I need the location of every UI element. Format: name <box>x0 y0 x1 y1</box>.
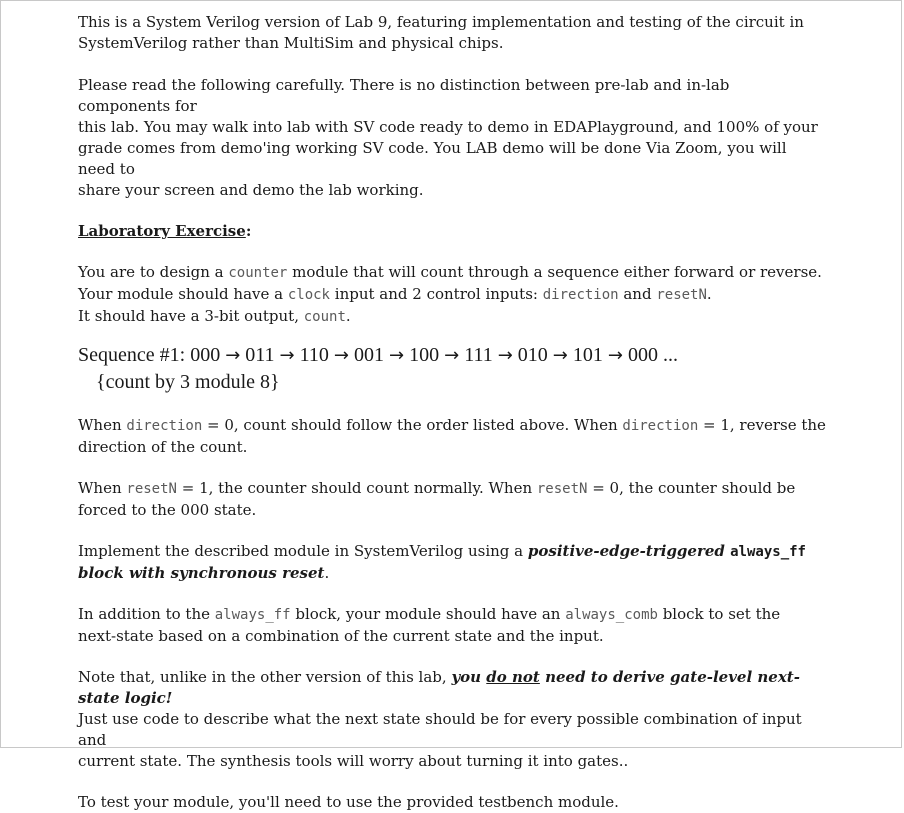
direction-paragraph: When direction = 0, count should follow the order listed above. When direction = 1, reverse the direction of the count. <box>78 416 826 456</box>
code-clock: clock <box>287 287 330 303</box>
code-resetN: resetN <box>656 287 707 303</box>
instructions-paragraph: Please read the following carefully. There is no distinction between pre-lab and in-lab components for this lab. You may walk into lab with SV code ready to demo in EDAPlayground, and 100% of your grade comes from demo'ing working SV code. You LAB demo will be done Via Zoom, you will need to share your screen and demo the lab working. <box>78 76 818 199</box>
arrow-icon: → <box>497 345 513 366</box>
code-always-ff: always_ff <box>214 607 291 623</box>
code-direction: direction <box>126 418 203 434</box>
testing-paragraph: To test your module, you'll need to use the provided testbench module. <box>78 793 619 811</box>
sequence-note: {count by 3 module 8} <box>96 371 280 393</box>
addition-paragraph: In addition to the always_ff block, your module should have an always_comb block to set the next-state based on a combination of the current state and the input. <box>78 605 781 645</box>
code-resetN: resetN <box>536 481 588 497</box>
intro-paragraph: This is a System Verilog version of Lab 9, featuring implementation and testing of the circuit in SystemVerilog rather than MultiSim and physical chips. <box>78 13 804 52</box>
sequence-block <box>78 342 826 395</box>
note-paragraph: Note that, unlike in the other version of this lab, you do not need to derive gate-level next-state logic! Just use code to describe what the next state should be for every possible combination of input and current state. The synthesis tools will worry about turning it into gates.. <box>78 668 802 770</box>
arrow-icon: → <box>444 345 460 366</box>
reset-paragraph: When resetN = 1, the counter should count normally. When resetN = 0, the counter should be forced to the 000 state. <box>78 479 796 519</box>
arrow-icon: → <box>333 345 349 366</box>
lab-heading: Laboratory Exercise: <box>78 222 252 240</box>
implement-paragraph: Implement the described module in SystemVerilog using a positive-edge-triggered always_ff block with synchronous reset. <box>78 542 806 582</box>
code-direction: direction <box>542 287 619 303</box>
arrow-icon: → <box>607 345 623 366</box>
sequence-label: Sequence #1: <box>78 344 191 366</box>
design-paragraph: You are to design a counter module that will count through a sequence either forward or reverse. Your module should have a clock input and 2 control inputs: direction and resetN. It should have a 3-bit output, count. <box>78 263 822 325</box>
arrow-icon: → <box>552 345 568 366</box>
code-always-comb: always_comb <box>565 607 658 623</box>
code-always-ff: always_ff <box>730 544 806 560</box>
document-body <box>78 12 826 813</box>
code-direction: direction <box>622 418 699 434</box>
code-resetN: resetN <box>126 481 177 497</box>
arrow-icon: → <box>279 345 295 366</box>
code-counter: counter <box>228 265 288 281</box>
arrow-icon: → <box>225 345 241 366</box>
arrow-icon: → <box>389 345 405 366</box>
lab-heading-title: Laboratory Exercise <box>78 222 246 240</box>
code-count: count <box>303 309 346 325</box>
sequence-line: Sequence #1: 000 → 011 → 110 → 001 → 100 → 111 → 010 → 101 → 000 ... <box>78 344 678 366</box>
